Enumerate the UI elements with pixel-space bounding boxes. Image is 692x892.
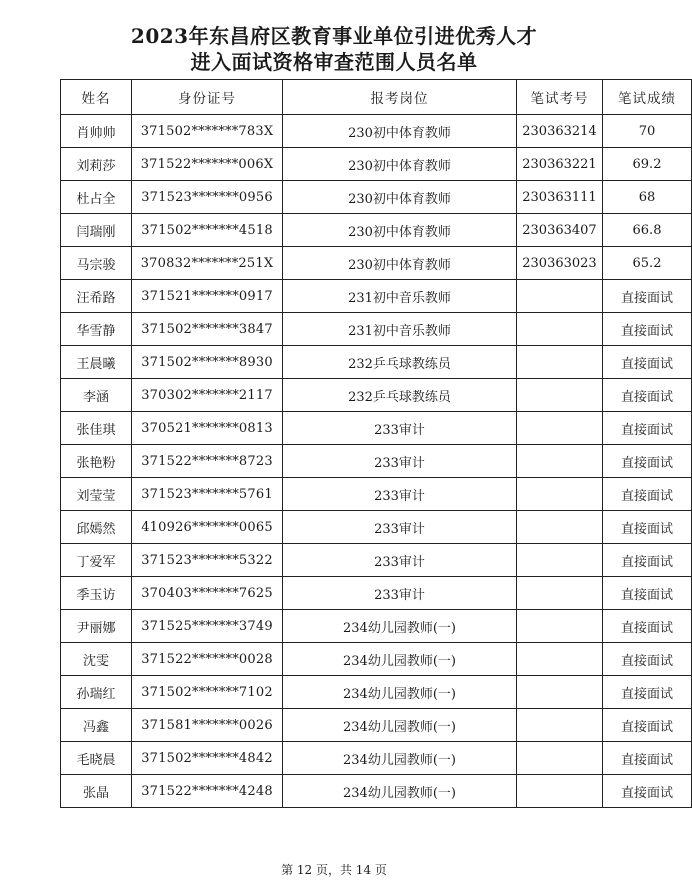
table-row	[61, 610, 692, 643]
cell-exam-number	[517, 676, 603, 709]
table-row	[61, 313, 692, 346]
cell-exam-number	[517, 742, 603, 775]
cell-id-number: 371522*******0028	[132, 643, 283, 676]
cell-name: 尹丽娜	[61, 610, 132, 643]
cell-exam-number: 230363111	[517, 181, 603, 214]
cell-exam-number	[517, 346, 603, 379]
candidate-table	[60, 79, 692, 808]
cell-score: 直接面试	[603, 313, 692, 346]
cell-id-number: 371523*******5761	[132, 478, 283, 511]
cell-post: 231初中音乐教师	[283, 313, 517, 346]
cell-exam-number	[517, 478, 603, 511]
table-row	[61, 577, 692, 610]
table-body	[61, 115, 692, 808]
cell-name: 杜占全	[61, 181, 132, 214]
cell-exam-number: 230363023	[517, 247, 603, 280]
cell-id-number: 371523*******0956	[132, 181, 283, 214]
cell-score: 直接面试	[603, 280, 692, 313]
cell-post: 232乒乓球教练员	[283, 379, 517, 412]
cell-name: 刘莉莎	[61, 148, 132, 181]
cell-score: 直接面试	[603, 775, 692, 808]
cell-score: 直接面试	[603, 478, 692, 511]
header-id: 身份证号	[132, 80, 283, 115]
cell-exam-number	[517, 610, 603, 643]
table-row	[61, 478, 692, 511]
page-title: 2023年东昌府区教育事业单位引进优秀人才	[130, 24, 538, 48]
table-row	[61, 214, 692, 247]
cell-score: 70	[603, 115, 692, 148]
cell-name: 闫瑞刚	[61, 214, 132, 247]
cell-post: 234幼儿园教师(一)	[283, 643, 517, 676]
cell-exam-number	[517, 709, 603, 742]
cell-score: 直接面试	[603, 346, 692, 379]
cell-score: 直接面试	[603, 511, 692, 544]
table-row	[61, 775, 692, 808]
cell-id-number: 371502*******3847	[132, 313, 283, 346]
cell-score: 69.2	[603, 148, 692, 181]
cell-post: 233审计	[283, 577, 517, 610]
cell-score: 直接面试	[603, 412, 692, 445]
cell-name: 邱嫣然	[61, 511, 132, 544]
table-row	[61, 247, 692, 280]
cell-name: 张佳琪	[61, 412, 132, 445]
cell-name: 李涵	[61, 379, 132, 412]
cell-exam-number: 230363221	[517, 148, 603, 181]
table-row	[61, 544, 692, 577]
cell-post: 230初中体育教师	[283, 181, 517, 214]
header-score: 笔试成绩	[603, 80, 692, 115]
cell-id-number: 370521*******0813	[132, 412, 283, 445]
table-row	[61, 115, 692, 148]
cell-id-number: 371522*******8723	[132, 445, 283, 478]
cell-exam-number	[517, 445, 603, 478]
cell-name: 张艳粉	[61, 445, 132, 478]
cell-exam-number	[517, 577, 603, 610]
page-subtitle: 进入面试资格审查范围人员名单	[190, 50, 478, 74]
cell-score: 直接面试	[603, 610, 692, 643]
table-row	[61, 742, 692, 775]
cell-id-number: 371502*******7102	[132, 676, 283, 709]
cell-post: 233审计	[283, 478, 517, 511]
table-row	[61, 280, 692, 313]
cell-post: 232乒乓球教练员	[283, 346, 517, 379]
table-row	[61, 511, 692, 544]
table-row	[61, 379, 692, 412]
cell-exam-number	[517, 544, 603, 577]
cell-id-number: 371525*******3749	[132, 610, 283, 643]
cell-name: 华雪静	[61, 313, 132, 346]
cell-name: 冯鑫	[61, 709, 132, 742]
cell-id-number: 370403*******7625	[132, 577, 283, 610]
cell-exam-number: 230363407	[517, 214, 603, 247]
cell-id-number: 370302*******2117	[132, 379, 283, 412]
cell-id-number: 371502*******783X	[132, 115, 283, 148]
cell-post: 230初中体育教师	[283, 247, 517, 280]
cell-name: 孙瑞红	[61, 676, 132, 709]
cell-exam-number	[517, 511, 603, 544]
cell-score: 65.2	[603, 247, 692, 280]
cell-score: 直接面试	[603, 643, 692, 676]
cell-score: 直接面试	[603, 742, 692, 775]
cell-id-number: 371522*******4248	[132, 775, 283, 808]
cell-score: 直接面试	[603, 577, 692, 610]
cell-exam-number	[517, 412, 603, 445]
cell-exam-number	[517, 379, 603, 412]
cell-name: 王晨曦	[61, 346, 132, 379]
page-number: 第 12 页，共 14 页	[281, 863, 387, 877]
cell-score: 66.8	[603, 214, 692, 247]
cell-exam-number: 230363214	[517, 115, 603, 148]
cell-exam-number	[517, 280, 603, 313]
cell-id-number: 371581*******0026	[132, 709, 283, 742]
table-row	[61, 709, 692, 742]
table-row	[61, 148, 692, 181]
cell-post: 234幼儿园教师(一)	[283, 742, 517, 775]
cell-name: 丁爱军	[61, 544, 132, 577]
cell-name: 肖帅帅	[61, 115, 132, 148]
cell-id-number: 371502*******8930	[132, 346, 283, 379]
cell-id-number: 371502*******4518	[132, 214, 283, 247]
cell-post: 230初中体育教师	[283, 115, 517, 148]
cell-name: 刘莹莹	[61, 478, 132, 511]
cell-id-number: 410926*******0065	[132, 511, 283, 544]
cell-name: 沈雯	[61, 643, 132, 676]
cell-score: 68	[603, 181, 692, 214]
cell-exam-number	[517, 643, 603, 676]
cell-exam-number	[517, 775, 603, 808]
cell-name: 季玉访	[61, 577, 132, 610]
cell-id-number: 370832*******251X	[132, 247, 283, 280]
table-row	[61, 676, 692, 709]
cell-name: 马宗骏	[61, 247, 132, 280]
cell-post: 233审计	[283, 445, 517, 478]
cell-id-number: 371521*******0917	[132, 280, 283, 313]
cell-score: 直接面试	[603, 544, 692, 577]
cell-post: 230初中体育教师	[283, 148, 517, 181]
table-row	[61, 412, 692, 445]
cell-name: 毛晓晨	[61, 742, 132, 775]
cell-name: 汪希路	[61, 280, 132, 313]
cell-score: 直接面试	[603, 379, 692, 412]
table-header-row	[61, 80, 692, 115]
header-exam-no: 笔试考号	[517, 80, 603, 115]
cell-post: 234幼儿园教师(一)	[283, 709, 517, 742]
cell-post: 231初中音乐教师	[283, 280, 517, 313]
cell-score: 直接面试	[603, 445, 692, 478]
cell-post: 234幼儿园教师(一)	[283, 676, 517, 709]
table-row	[61, 445, 692, 478]
cell-post: 233审计	[283, 544, 517, 577]
cell-post: 234幼儿园教师(一)	[283, 775, 517, 808]
header-post: 报考岗位	[283, 80, 517, 115]
table-row	[61, 346, 692, 379]
cell-post: 233审计	[283, 511, 517, 544]
header-name: 姓名	[61, 80, 132, 115]
cell-post: 234幼儿园教师(一)	[283, 610, 517, 643]
cell-name: 张晶	[61, 775, 132, 808]
cell-post: 233审计	[283, 412, 517, 445]
table-row	[61, 181, 692, 214]
cell-id-number: 371522*******006X	[132, 148, 283, 181]
cell-id-number: 371502*******4842	[132, 742, 283, 775]
cell-score: 直接面试	[603, 676, 692, 709]
table-row	[61, 643, 692, 676]
cell-post: 230初中体育教师	[283, 214, 517, 247]
cell-exam-number	[517, 313, 603, 346]
cell-score: 直接面试	[603, 709, 692, 742]
cell-id-number: 371523*******5322	[132, 544, 283, 577]
